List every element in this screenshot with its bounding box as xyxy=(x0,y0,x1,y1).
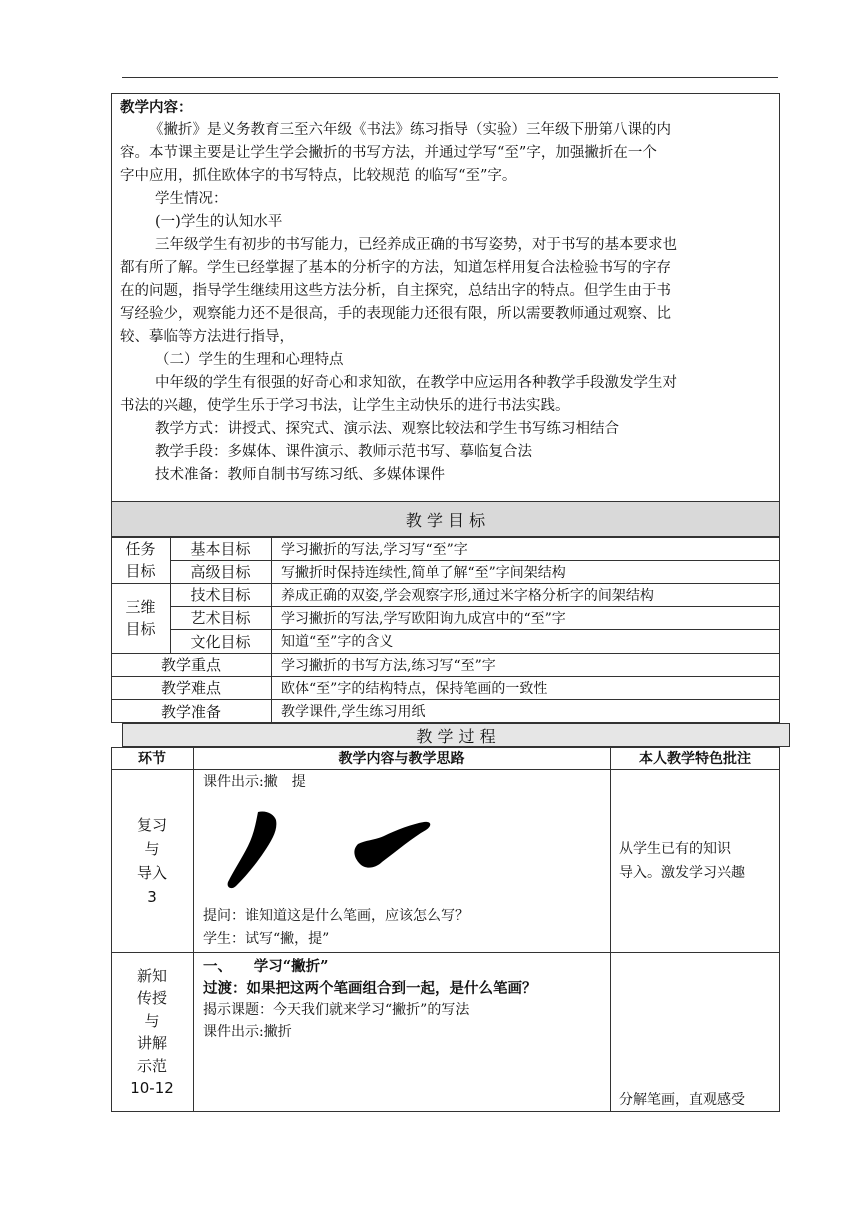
content-line: 在的问题，指导学生继续用这些方法分析，自主探究，总结出字的特点。但学生由于书 xyxy=(120,283,671,299)
process-row-divider xyxy=(111,769,780,770)
student-text: 学生：试写“撇，提” xyxy=(203,931,330,947)
content-heading: 教学内容： xyxy=(120,99,193,116)
goal-label: 技术目标 xyxy=(190,586,251,604)
goal-text: 知道“至”字的含义 xyxy=(281,634,394,650)
courseware-show: 课件出示:撇 提 xyxy=(203,774,306,790)
content-line: 三年级学生有初步的书写能力，已经养成正确的书写姿势，对于书写的基本要求也 xyxy=(155,237,677,253)
goal-label: 教学难点 xyxy=(160,679,221,697)
goal-text: 学习撇折的写法,学习写“至”字 xyxy=(281,541,468,558)
stroke-images xyxy=(220,806,440,892)
content-line: （二）学生的生理和心理特点 xyxy=(155,352,344,368)
content-line: 容。本节课主要是让学生学会撇折的书写方法，并通过学写“至”字，加强撇折在一个 xyxy=(120,145,657,161)
goals-group-3d: 三维 目标 xyxy=(125,598,156,638)
stage-new: 新知 传授 与 讲解 示范 10-12 xyxy=(130,966,174,1097)
goal-label: 基本目标 xyxy=(190,540,251,558)
goal-text: 养成正确的双姿,学会观察字形,通过米字格分析字的间架结构 xyxy=(281,587,654,604)
goal-text: 写撇折时保持连续性,简单了解“至”字间架结构 xyxy=(281,564,566,581)
content-line: 书法的兴趣，使学生乐于学习书法，让学生主动快乐的进行书法实践。 xyxy=(120,398,570,414)
process-header: 教学内容与教学思路 xyxy=(338,751,465,767)
topic-text: 揭示课题：今天我们就来学习“撇折”的写法 xyxy=(203,1002,470,1018)
pie-stroke-image xyxy=(228,811,277,888)
process-row-divider xyxy=(111,952,780,953)
goal-label: 教学重点 xyxy=(160,656,221,674)
goal-label: 高级目标 xyxy=(190,563,251,581)
content-line: 字中应用，抓住欧体字的书写特点，比较规范 的临写“至”字。 xyxy=(120,168,517,184)
content-line: 较、摹临等方法进行指导， xyxy=(120,329,294,345)
stage-review: 复习 与 导入 3 xyxy=(136,815,167,906)
content-line: 《撇折》是义务教育三至六年级《书法》练习指导（实验）三年级下册第八课的内 xyxy=(149,122,671,138)
content-line: (一)学生的认知水平 xyxy=(155,214,283,230)
goal-label: 文化目标 xyxy=(190,632,251,651)
content-line: 教学方式：讲授式、探究式、演示法、观察比较法和学生书写练习相结合 xyxy=(155,421,619,437)
content-line: 教学手段：多媒体、课件演示、教师示范书写、摹临复合法 xyxy=(155,444,532,460)
note-new: 分解笔画，直观感受 xyxy=(619,1092,745,1108)
ti-stroke-image xyxy=(354,822,430,868)
content-line: 写经验少，观察能力还不是很高，手的表现能力还很有限，所以需要教师通过观察、比 xyxy=(120,306,671,322)
goal-text: 欧体“至”字的结构特点，保持笔画的一致性 xyxy=(281,680,548,697)
courseware-show-2: 课件出示:撇折 xyxy=(203,1024,292,1040)
goal-text: 教学课件,学生练习用纸 xyxy=(281,704,426,720)
content-line: 技术准备：教师自制书写练习纸、多媒体课件 xyxy=(155,467,445,483)
header-rule xyxy=(122,77,778,78)
content-line: 都有所了解。学生已经掌握了基本的分析字的方法，知道怎样用复合法检验书写的字存 xyxy=(120,260,671,276)
content-line: 中年级的学生有很强的好奇心和求知欲，在教学中应运用各种教学手段激发学生对 xyxy=(155,375,677,391)
goals-title: 教 学 目 标 xyxy=(405,510,486,530)
transition-text: 过渡：如果把这两个笔画组合到一起，是什么笔画？ xyxy=(203,980,537,997)
goal-label: 教学准备 xyxy=(160,702,221,721)
goal-label: 艺术目标 xyxy=(190,609,251,627)
question-text: 提问：谁知道这是什么笔画，应该怎么写？ xyxy=(203,908,469,924)
process-header: 本人教学特色批注 xyxy=(639,751,751,767)
goal-text: 学习撇折的书写方法,练习写“至”字 xyxy=(281,657,496,674)
process-col-divider xyxy=(610,747,611,1112)
goals-group-task: 任务 目标 xyxy=(125,540,156,580)
goal-text: 学习撇折的写法,学写欧阳询九成宫中的“至”字 xyxy=(281,610,566,627)
content-line: 学生情况： xyxy=(155,191,228,207)
process-header: 环节 xyxy=(138,751,166,767)
section-heading: 一、 学习“撇折” xyxy=(203,958,329,975)
process-col-divider xyxy=(193,747,194,1112)
process-title: 教 学 过 程 xyxy=(416,726,496,746)
note-review: 从学生已有的知识 导入。激发学习兴趣 xyxy=(619,841,745,881)
